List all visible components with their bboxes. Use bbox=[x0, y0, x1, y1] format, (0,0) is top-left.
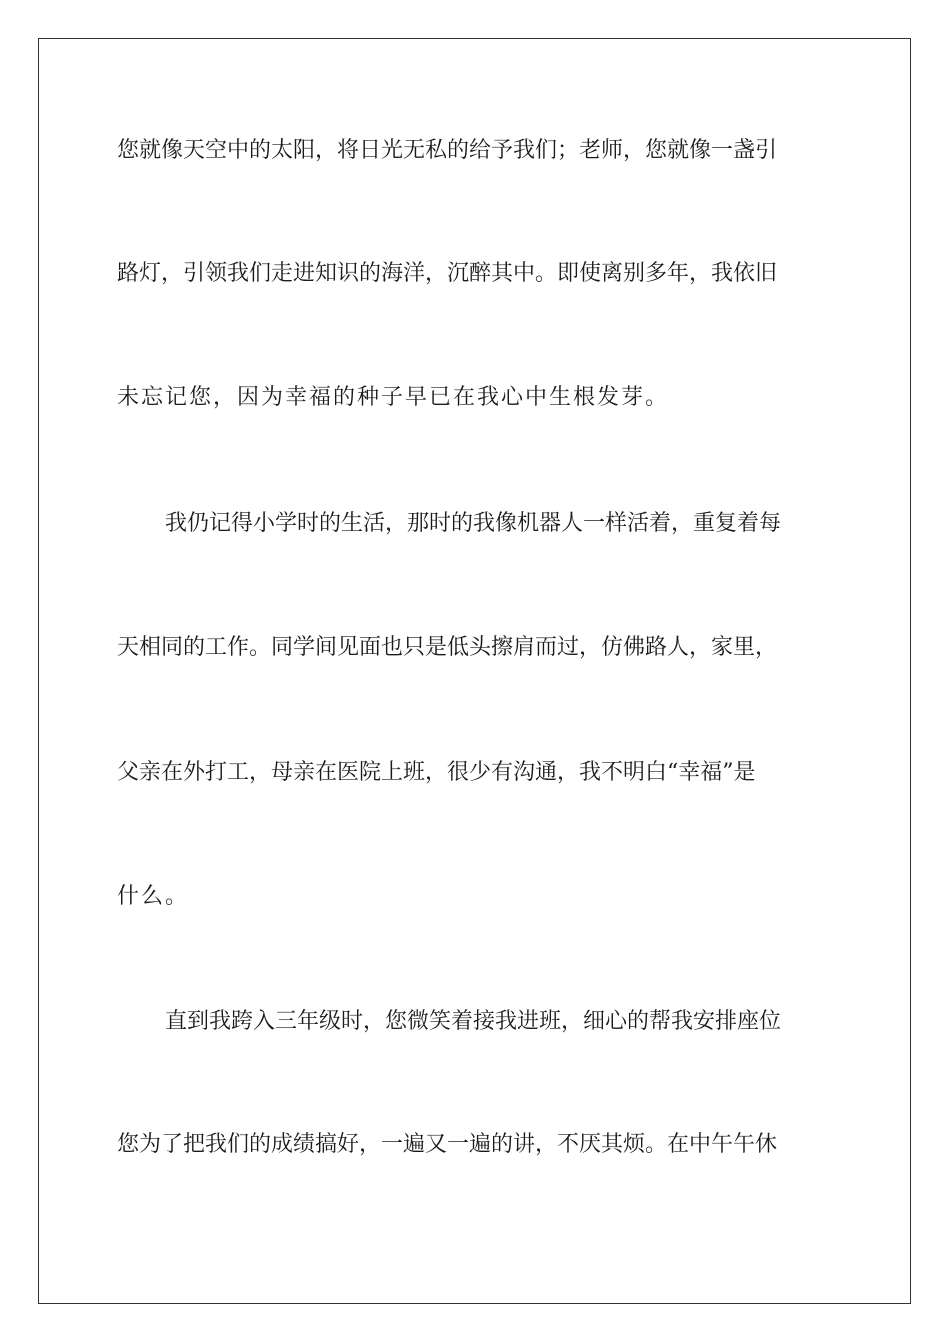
text-line: 未忘记您，因为幸福的种子早已在我心中生根发芽。 bbox=[117, 385, 670, 410]
text-line: 您为了把我们的成绩搞好，一遍又一遍的讲，不厌其烦。在中午午休 bbox=[117, 1132, 778, 1157]
paragraph-start-line: 直到我跨入三年级时，您微笑着接我进班，细心的帮我安排座位 bbox=[165, 1009, 782, 1034]
text-line: 路灯，引领我们走进知识的海洋，沉醉其中。即使离别多年，我依旧 bbox=[117, 261, 778, 286]
paragraph-start-line: 我仍记得小学时的生活，那时的我像机器人一样活着，重复着每 bbox=[165, 511, 782, 536]
text-line: 什么。 bbox=[117, 884, 190, 909]
text-line: 天相同的工作。同学间见面也只是低头擦肩而过，仿佛路人，家里， bbox=[117, 635, 778, 660]
text-line: 您就像天空中的太阳，将日光无私的给予我们；老师，您就像一盏引 bbox=[117, 138, 778, 163]
page-border bbox=[38, 38, 911, 1304]
text-line: 父亲在外打工，母亲在医院上班，很少有沟通，我不明白“幸福”是 bbox=[117, 760, 756, 785]
